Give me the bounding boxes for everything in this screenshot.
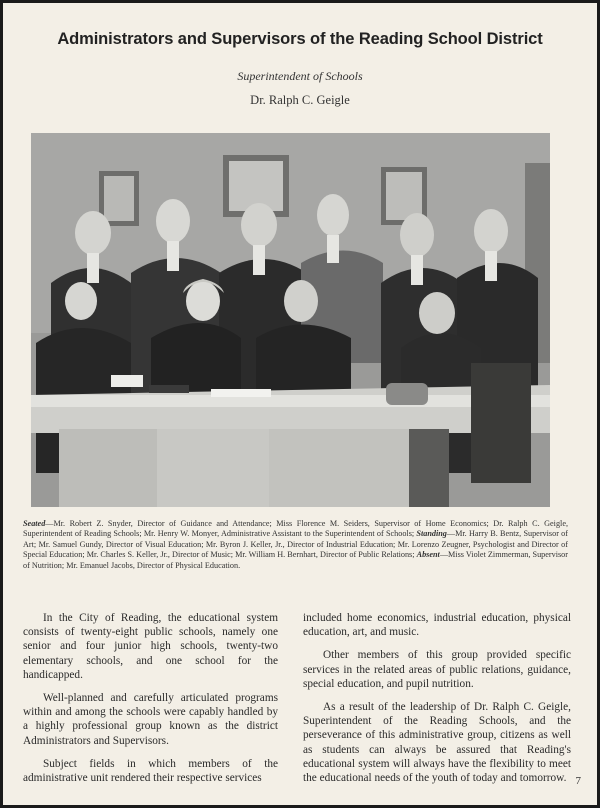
- caption-standing-label: Standing: [416, 529, 447, 539]
- photo-caption: [23, 519, 568, 571]
- superintendent-name: Dr. Ralph C. Geigle: [250, 93, 350, 107]
- caption-standing-text: —Mr. Harry B. Bentz, Supervisor of Art; Mr. Samuel Gundy, Director of Visual Education; Mr. Byron J. Keller, Jr., Director of Industrial Education; Mr. Lorenzo Zeugner, Psychologist and Director of Special Education; Mr. Charles S. Keller, Jr., Director of Music; Mr. William H. Bernhart, Director of Public Relations;: [23, 529, 568, 560]
- group-photo-image: [31, 133, 550, 507]
- group-photo: [31, 133, 550, 507]
- paragraph: included home economics, industrial education, physical education, art, and music.: [303, 612, 571, 639]
- paragraph: In the City of Reading, the educational system consists of twenty-eight public schools, namely one senior and four junior high schools, twenty-two elementary schools, and one school for the handicapped.: [23, 612, 278, 681]
- caption-seated-text: —Mr. Robert Z. Snyder, Director of Guidance and Attendance; Miss Florence M. Seiders, Supervisor of Home Economics; Dr. Ralph C. Geigle, Superintendent of Reading Schools; Mr. Henry W. Monyer, Administrative Assistant to the Superintendent of Schools;: [23, 519, 568, 539]
- yearbook-page: [3, 3, 597, 805]
- body-column-right: [303, 611, 571, 794]
- page-title: Administrators and Supervisors of the Reading School District: [57, 30, 543, 48]
- paragraph: As a result of the leadership of Dr. Ralph C. Geigle, Superintendent of the Reading Schools, and the perseverance of this administrative group, citizens as well as students can always be assured that Reading's educational system will always have the flexibility to meet the educational needs of the youth of today and tomorrow.: [303, 701, 571, 785]
- page-number: 7: [575, 775, 581, 787]
- paragraph: Well-planned and carefully articulated programs within and among the schools were capably handled by a highly professional group known as the district Administrators and Supervisors.: [23, 692, 278, 747]
- caption-seated-label: Seated: [23, 519, 46, 528]
- paragraph: Other members of this group provided specific services in the related areas of public relations, guidance, special education, and pupil nutrition.: [303, 649, 571, 690]
- caption-absent-label: Absent: [416, 550, 440, 560]
- paragraph: Subject fields in which members of the administrative unit rendered their respective services: [23, 757, 278, 785]
- subtitle: Superintendent of Schools: [237, 69, 363, 83]
- caption-absent-text: —Miss Violet Zimmerman, Supervisor of Nutrition; Mr. Emanuel Jacobs, Director of Physical Education.: [23, 550, 568, 570]
- body-column-left: [23, 611, 278, 794]
